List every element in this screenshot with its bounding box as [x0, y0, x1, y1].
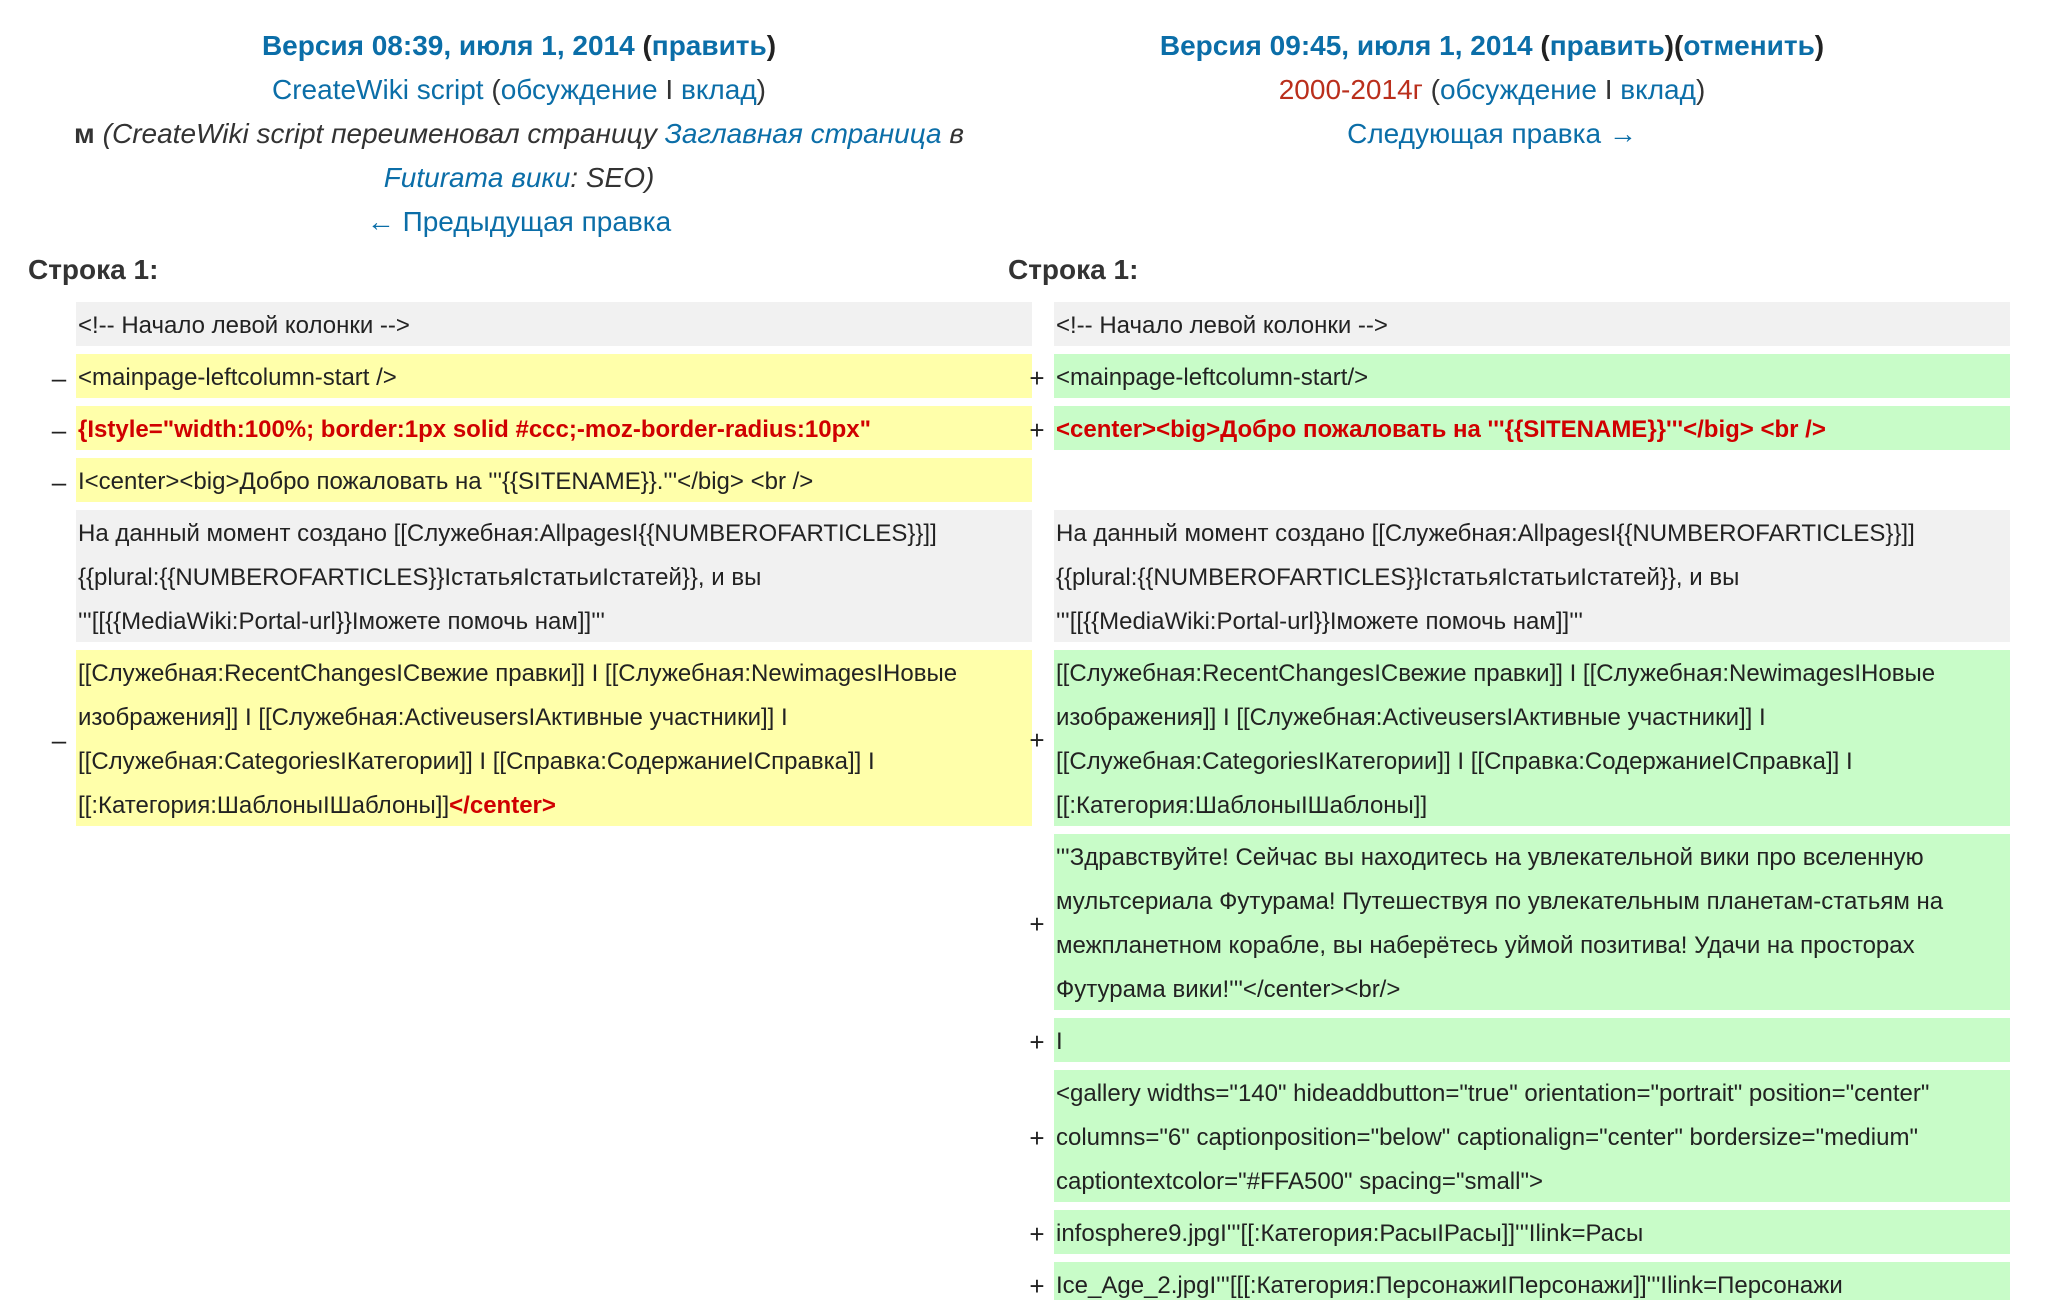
diff-line-text: Футурама вики!'''</center><br/>	[1056, 976, 1401, 1003]
diff-line-text: [[Служебная:RecentChangesIСвежие правки]] I [[Служебная:NewimagesIНовые	[1056, 660, 1936, 687]
diff-line-text: [[Служебная:RecentChangesIСвежие правки]] I [[Служебная:NewimagesIНовые	[78, 660, 958, 687]
separator: I	[1604, 74, 1613, 105]
diff-line-text: Ice_Age_2.jpgI'''[[[:Категория:ПерсонажиIПерсонажи]]'''Ilink=Персонажи	[1056, 1272, 1843, 1299]
minor-edit-mark: м	[73, 118, 95, 149]
diff-line-text: captiontextcolor="#FFA500" spacing="small">	[1056, 1168, 1544, 1195]
undo-link[interactable]: отменить	[1683, 30, 1815, 61]
new-talk-link[interactable]: обсуждение	[1439, 74, 1597, 105]
diff-line-text: <!-- Начало левой колонки -->	[1056, 312, 1388, 339]
old-revision-header	[40, 24, 998, 244]
line-number-label-left: Строка 1:	[28, 254, 159, 285]
diff-line-text: I<center><big>Добро пожаловать на '''{{SITENAME}}.'''</big> <br />	[78, 468, 814, 495]
diff-changed-text: <center><big>Добро пожаловать на '''{{SITENAME}}'''</big> <br />	[1056, 416, 1826, 443]
plus-marker: +	[1029, 909, 1045, 939]
plus-marker: +	[1029, 1219, 1045, 1249]
new-user-link[interactable]: 2000-2014г	[1278, 74, 1423, 105]
diff-line-text: изображения]] I [[Служебная:ActiveusersIАктивные участники]] I	[1056, 704, 1766, 731]
old-edit-link[interactable]: править	[651, 30, 767, 61]
plus-marker: +	[1029, 415, 1045, 445]
diff-line-text: [[:Категория:ШаблоныIШаблоны]]	[1056, 792, 1428, 819]
old-revision-title: Версия 08:39, июля 1, 2014 (править)	[261, 30, 777, 61]
old-user-link[interactable]: CreateWiki script	[272, 74, 484, 105]
minus-marker: –	[51, 415, 67, 445]
plus-marker: +	[1029, 1027, 1045, 1057]
next-edit-line	[1014, 112, 1970, 156]
diff-line-text: [[Служебная:CategoriesIКатегории]] I [[Справка:СодержаниеIСправка]] I	[78, 748, 875, 775]
new-revision-title: Версия 09:45, июля 1, 2014 (править)(отменить)	[1159, 30, 1825, 61]
new-edit-link[interactable]: править	[1549, 30, 1665, 61]
diff-line-text: На данный момент создано [[Служебная:AllpagesI{{NUMBEROFARTICLES}}]]	[78, 520, 937, 547]
prev-edit-link[interactable]: ← Предыдущая правка	[366, 206, 672, 237]
next-edit-link[interactable]: Следующая правка →	[1347, 118, 1637, 149]
minus-marker: –	[51, 363, 67, 393]
diff-line-text: [[Служебная:CategoriesIКатегории]] I [[Справка:СодержаниеIСправка]] I	[1056, 748, 1853, 775]
diff-line-text	[76, 784, 1032, 828]
diff-line-text: <mainpage-leftcolumn-start />	[78, 364, 397, 391]
new-revision-header	[1014, 24, 1970, 156]
separator: I	[665, 74, 674, 105]
old-revision-link[interactable]: Версия 08:39, июля 1, 2014	[261, 30, 635, 61]
diff-line-text: межпланетном корабле, вы наберётесь уймой позитива! Удачи на просторах	[1056, 932, 1915, 959]
plus-marker: +	[1029, 363, 1045, 393]
line-number-label-right: Строка 1:	[1008, 254, 1139, 285]
diff-line-text: <!-- Начало левой колонки -->	[78, 312, 410, 339]
diff-line-text: columns="6" captionposition="below" captionalign="center" bordersize="medium"	[1056, 1124, 1918, 1151]
diff-line-text: На данный момент создано [[Служебная:AllpagesI{{NUMBEROFARTICLES}}]]	[1056, 520, 1915, 547]
diff-line-text: '''[[{{MediaWiki:Portal-url}}Iможете помочь нам]]'''	[1056, 608, 1583, 635]
summary-link-mainpage[interactable]: Заглавная страница	[664, 118, 942, 149]
summary-text: : SEO)	[570, 162, 655, 193]
diff-line-text: {{plural:{{NUMBEROFARTICLES}}IстатьяIстатьиIстатей}}, и вы	[1056, 564, 1740, 591]
diff-line-text: <gallery widths="140" hideaddbutton="true" orientation="portrait" position="center"	[1056, 1080, 1930, 1107]
summary-link-futurama[interactable]: Futurama вики	[383, 162, 571, 193]
old-revision-user-line: CreateWiki script (обсуждение I вклад)	[272, 74, 766, 105]
old-contrib-link[interactable]: вклад	[680, 74, 757, 105]
diff-line-text: '''Здравствуйте! Сейчас вы находитесь на увлекательной вики про вселенную	[1056, 844, 1924, 871]
minus-marker: –	[51, 467, 67, 497]
minus-marker: –	[51, 725, 67, 755]
new-revision-user-line: 2000-2014г (обсуждение I вклад)	[1278, 74, 1706, 105]
diff-line-text: изображения]] I [[Служебная:ActiveusersIАктивные участники]] I	[78, 704, 788, 731]
diff-line-text: мультсериала Футурама! Путешествуя по увлекательным планетам-статьям на	[1056, 888, 1944, 915]
plus-marker: +	[1029, 1271, 1045, 1301]
diff-line-text: [[:Категория:ШаблоныIШаблоны]]	[78, 792, 450, 819]
old-edit-summary	[40, 112, 998, 200]
summary-text: (CreateWiki script переименовал страницу	[102, 118, 665, 149]
diff-line-text: infosphere9.jpgI'''[[:Категория:РасыIРасы]]'''Ilink=Расы	[1056, 1220, 1644, 1247]
diff-line-text: '''[[{{MediaWiki:Portal-url}}Iможете помочь нам]]'''	[78, 608, 605, 635]
old-talk-link[interactable]: обсуждение	[500, 74, 658, 105]
new-revision-link[interactable]: Версия 09:45, июля 1, 2014	[1159, 30, 1533, 61]
diff-line-text: I	[1056, 1028, 1063, 1055]
diff-changed-text: {Istyle="width:100%; border:1px solid #ccc;-moz-border-radius:10px"	[78, 416, 871, 443]
diff-changed-text: </center>	[449, 792, 556, 819]
prev-edit-line	[40, 200, 998, 244]
plus-marker: +	[1029, 725, 1045, 755]
new-contrib-link[interactable]: вклад	[1620, 74, 1696, 105]
diff-line-text: {{plural:{{NUMBEROFARTICLES}}IстатьяIстатьиIстатей}}, и вы	[78, 564, 762, 591]
diff-line-text: <mainpage-leftcolumn-start/>	[1056, 364, 1369, 391]
summary-text: в	[941, 118, 965, 149]
plus-marker: +	[1029, 1123, 1045, 1153]
